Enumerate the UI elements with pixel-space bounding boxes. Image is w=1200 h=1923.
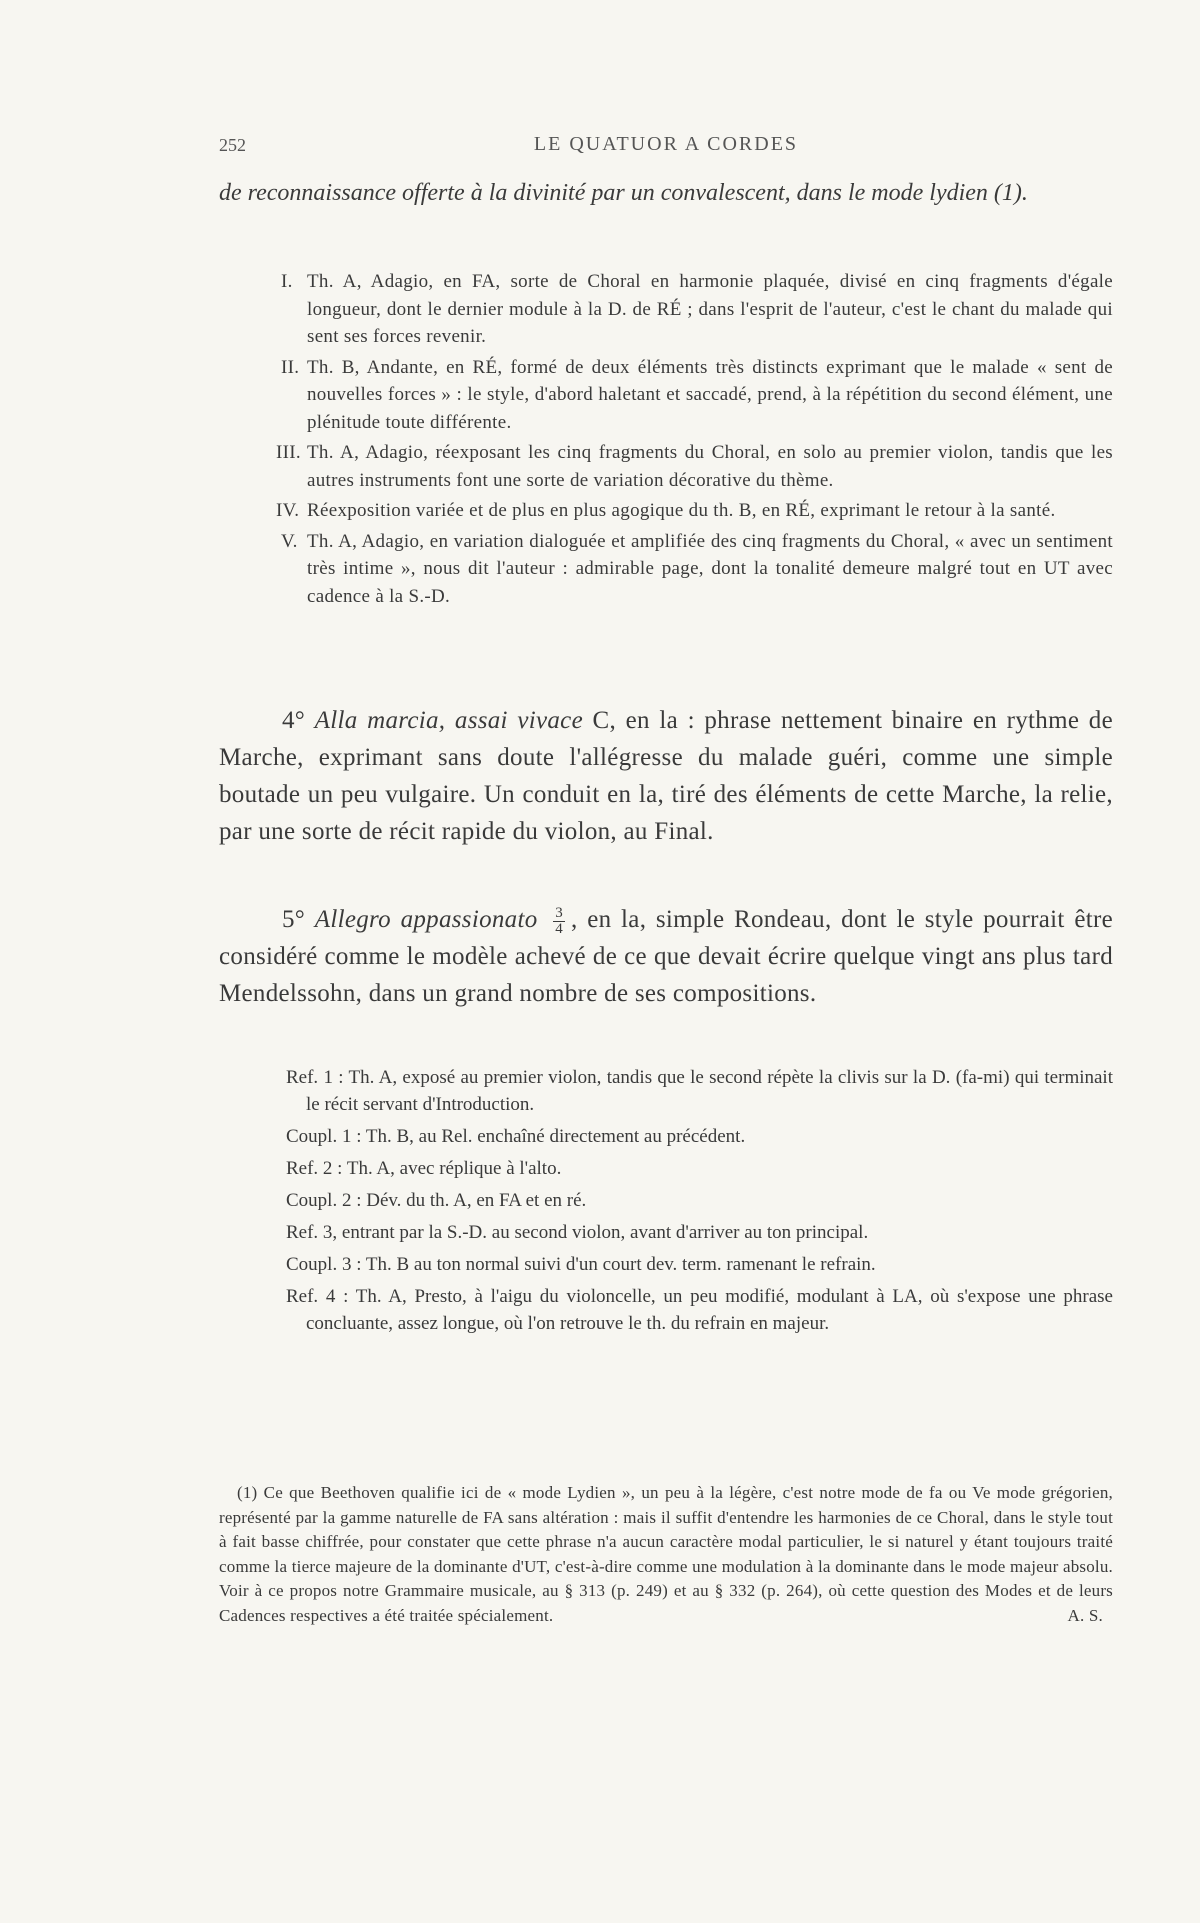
item-text: Th. B, Andante, en RÉ, formé de deux éléments très distincts exprimant que le malade « sent de nouvelles forces » : le style, d'abord haletant et saccadé, prend, à la répétition du second élément, une plénitude toute différente. — [307, 356, 1113, 433]
para4-number: 4° — [282, 707, 306, 734]
time-signature — [553, 906, 565, 937]
list-item: Coupl. 1 : Th. B, au Rel. enchaîné directement au précédent. — [286, 1126, 746, 1147]
item-number: V. — [281, 530, 298, 552]
meter-top: 3 — [555, 904, 563, 921]
footnote-text: (1) Ce que Beethoven qualifie ici de « mode Lydien », un peu à la légère, c'est notre mode de fa ou Ve mode grégorien, représenté par la gamme naturelle de FA sans altération : mais il suffit d'entendre les harmonies de ce Choral, dans le style tout à fait basse chiffrée, pour constater que cette phrase n'a aucun caractère modal particulier, le si naturel y étant toujours traité comme la tierce majeure de la dominante d'UT, c'est-à-dire comme une modulation à la dominante dans le mode majeur absolu. Voir à ce propos notre Grammaire musicale, au § 313 (p. 249) et au § 332 (p. 264), où cette question des Modes et de leurs Cadences respectives a été traitée spécialement. — [219, 1483, 1113, 1625]
footnote — [219, 1481, 1113, 1628]
list-item: Ref. 4 : Th. A, Presto, à l'aigu du violoncelle, un peu modifié, modulant à LA, où s'expose une phrase concluante, assez longue, où l'on retrouve le th. du refrain en majeur. — [286, 1286, 1113, 1334]
para5-text: , en la, simple Rondeau, dont le style pourrait être considéré comme le modèle achevé de ce que devait écrire quelque vingt ans plus tard Mendelssohn, dans un grand nombre de ses compositions. — [219, 906, 1113, 1007]
list-item: Coupl. 2 : Dév. du th. A, en FA et en ré. — [286, 1190, 587, 1211]
item-text: Th. A, Adagio, réexposant les cinq fragments du Choral, en solo au premier violon, tandis que les autres instruments font une sorte de variation décorative du thème. — [307, 442, 1113, 491]
intro-text: de reconnaissance offerte à la divinité par un convalescent, dans le mode lydien (1). — [219, 180, 1028, 206]
theme-list — [219, 268, 1113, 613]
list-item: Coupl. 3 : Th. B au ton normal suivi d'un court dev. term. ramenant le refrain. — [286, 1254, 876, 1275]
rondeau-structure — [219, 1064, 1113, 1342]
running-title: LE QUATUOR A CORDES — [533, 133, 799, 155]
list-item — [219, 439, 1113, 494]
list-item — [219, 528, 1113, 611]
footnote-signature: A. S. — [1067, 1605, 1103, 1625]
paragraph-5 — [219, 901, 1113, 1012]
para4-meter: C — [592, 707, 610, 734]
list-item: Ref. 3, entrant par la S.-D. au second violon, avant d'arriver au ton principal. — [286, 1222, 869, 1243]
item-text: Réexposition variée et de plus en plus agogique du th. B, en RÉ, exprimant le retour à la santé. — [307, 500, 1056, 521]
item-number: I. — [281, 271, 293, 292]
list-item — [219, 268, 1113, 351]
para4-tempo: Alla marcia, assai vivace — [314, 707, 583, 734]
item-text: Th. A, Adagio, en variation dialoguée et amplifiée des cinq fragments du Choral, « avec un sentiment très intime », nous dit l'auteur : admirable page, dont la tonalité demeure malgré tout en UT avec cadence à la S.-D. — [307, 530, 1113, 607]
item-number: III. — [276, 442, 301, 463]
list-item: Ref. 2 : Th. A, avec réplique à l'alto. — [286, 1158, 562, 1179]
paragraph-4 — [219, 702, 1113, 850]
para4-text: , en la : phrase nettement binaire en rythme de Marche, exprimant sans doute l'allégresse du malade guéri, comme une simple boutade un peu vulgaire. Un conduit en la, tiré des éléments de cette Marche, la relie, par une sorte de récit rapide du violon, au Final. — [219, 707, 1113, 845]
para5-number: 5° — [282, 906, 306, 933]
list-item — [219, 497, 1113, 525]
page-number: 252 — [219, 135, 246, 155]
list-item: Ref. 1 : Th. A, exposé au premier violon, tandis que le second répète la clivis sur la D. (fa-mi) qui terminait le récit servant d'Introduction. — [286, 1067, 1113, 1115]
item-text: Th. A, Adagio, en FA, sorte de Choral en harmonie plaquée, divisé en cinq fragments d'égale longueur, dont le dernier module à la D. de RÉ ; dans l'esprit de l'auteur, c'est le chant du malade qui sent ses forces revenir. — [307, 271, 1113, 347]
item-number: II. — [281, 356, 300, 378]
page-header — [219, 133, 1113, 163]
list-item — [219, 354, 1113, 437]
para5-tempo: Allegro appassionato — [314, 906, 538, 933]
item-number: IV. — [276, 500, 300, 521]
meter-bottom: 4 — [555, 920, 563, 937]
